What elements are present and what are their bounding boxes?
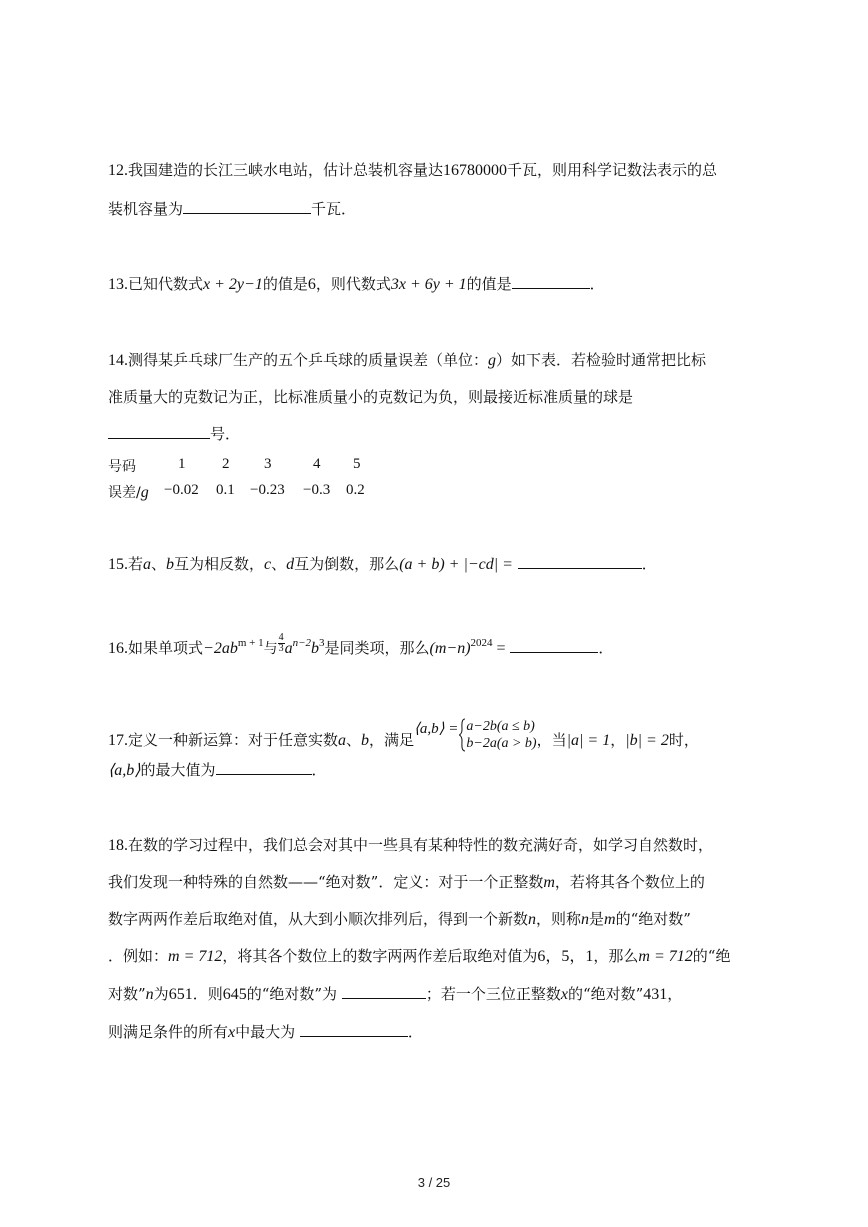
question-18-line-1 — [108, 835, 713, 856]
answer-blank[interactable] — [512, 274, 590, 289]
table-cell: 3 — [264, 456, 272, 472]
question-text: 则满足条件的所有 — [108, 1023, 229, 1041]
question-text: 的“绝 — [692, 947, 731, 965]
punctuation: ． — [589, 275, 605, 293]
equals-sign: = — [492, 640, 506, 657]
question-text: ，则称 — [536, 910, 582, 928]
question-number: 16. — [108, 640, 128, 657]
punctuation: ， — [610, 731, 626, 749]
question-number: 18. — [108, 837, 128, 854]
table-cell: 2 — [222, 456, 230, 472]
punctuation: ， — [667, 985, 683, 1003]
punctuation: ． — [641, 555, 657, 573]
math-values: 6，5，1 — [537, 948, 594, 965]
answer-blank[interactable] — [342, 984, 426, 999]
question-text: 的最大值为 — [140, 761, 216, 779]
answer-blank[interactable] — [510, 638, 598, 653]
question-18-line-2 — [108, 872, 705, 893]
question-14-line-3 — [108, 424, 240, 444]
question-text: 为 — [153, 985, 169, 1003]
table-cell: −0.23 — [250, 482, 285, 498]
math-variable: m — [543, 874, 555, 891]
question-13 — [108, 274, 605, 295]
math-expression: −2ab — [203, 640, 238, 657]
question-text: 的“绝对数” — [567, 985, 644, 1003]
question-text: 装机容量为 — [108, 200, 184, 218]
question-12-line-1 — [108, 160, 717, 181]
question-text: 的值是 — [466, 275, 512, 293]
question-text: ．例如： — [108, 947, 169, 965]
question-text: ）如下表．若检验时通常把比标 — [496, 351, 707, 369]
table-header-error — [108, 482, 149, 502]
answer-blank[interactable] — [300, 1022, 408, 1037]
punctuation: 、 — [271, 555, 287, 573]
question-text: 是同类项，那么 — [324, 639, 430, 657]
left-brace-icon — [458, 718, 466, 752]
question-text: 是 — [589, 910, 605, 928]
math-expression: (m−n) — [429, 640, 471, 657]
exponent: 3 — [319, 637, 325, 649]
question-number: 15. — [108, 556, 128, 573]
question-15 — [108, 554, 657, 575]
math-expression: x + 2y−1 — [203, 276, 263, 293]
question-text: 若 — [128, 555, 144, 573]
exponent: m + 1 — [237, 637, 264, 649]
math-variable: n — [581, 911, 590, 928]
math-value: 651 — [168, 986, 193, 1003]
math-variable: b — [166, 556, 175, 573]
math-expression: (a + b) + |−cd| = — [399, 556, 513, 573]
math-variable: a — [338, 732, 347, 749]
question-text: 我国建造的长江三峡水电站，估计总装机容量达 — [128, 161, 444, 179]
question-text: 的值是 — [262, 275, 308, 293]
math-variable: n — [528, 911, 537, 928]
question-14-line-1 — [108, 350, 706, 371]
question-text: 千瓦． — [311, 200, 357, 218]
question-text: 对数” — [108, 985, 146, 1003]
question-text: ，那么 — [593, 947, 639, 965]
question-text: ，则代数式 — [315, 275, 391, 293]
math-variable: a — [143, 556, 152, 573]
question-text: 测得某乒乓球厂生产的五个乒乓球的质量误差（单位： — [128, 351, 489, 369]
question-14-line-2 — [108, 387, 633, 407]
question-number: 17. — [108, 732, 128, 749]
page-number: 3 / 25 — [417, 1175, 451, 1190]
math-expression: m = 712 — [638, 948, 693, 965]
math-expression: |b| = 2 — [625, 732, 669, 749]
punctuation: ． — [598, 639, 614, 657]
fraction — [278, 633, 285, 654]
answer-blank[interactable] — [518, 554, 642, 569]
punctuation: 、 — [151, 555, 167, 573]
question-text: ；若一个三位正整数 — [425, 985, 561, 1003]
answer-blank[interactable] — [183, 199, 311, 214]
question-text: ．则 — [192, 985, 223, 1003]
punctuation: ． — [311, 761, 327, 779]
exponent: 2024 — [470, 637, 493, 649]
unit: g — [140, 484, 149, 501]
table-header-number: 号码 — [108, 459, 136, 475]
question-text: 数字两两作差后取绝对值，从大到小顺次排列后，得到一个新数 — [108, 910, 529, 928]
math-expression: |a| = 1 — [566, 732, 611, 749]
table-cell: 4 — [313, 456, 321, 472]
question-text: 我们发现一种特殊的自然数——“绝对数”．定义：对于一个正整数 — [108, 873, 544, 891]
math-expression: ⟨a,b⟩ = — [414, 721, 459, 737]
question-17-line-1 — [108, 719, 699, 754]
question-text: ，满足 — [369, 731, 415, 749]
question-text: 时， — [668, 731, 699, 749]
table-cell: 5 — [353, 456, 361, 472]
math-variable: m — [604, 911, 616, 928]
punctuation: ． — [407, 1023, 423, 1041]
question-number: 12. — [108, 162, 128, 179]
question-text: ，若将其各个数位上的 — [554, 873, 705, 891]
math-variable: x — [560, 986, 568, 1003]
denominator: 3 — [278, 642, 284, 654]
question-text: ，将其各个数位上的数字两两作差后取绝对值为 — [222, 947, 538, 965]
math-variable: d — [286, 556, 295, 573]
question-number: 13. — [108, 276, 128, 293]
math-expression: m = 712 — [168, 948, 223, 965]
error-table — [108, 456, 408, 506]
question-18-line-5 — [108, 984, 682, 1005]
piecewise-cases — [466, 718, 536, 752]
math-variable: a — [284, 640, 293, 657]
question-text: 互为倒数，那么 — [294, 555, 400, 573]
question-16 — [108, 631, 614, 660]
question-text: 的“绝对数” — [615, 910, 691, 928]
question-text: 号． — [210, 425, 241, 443]
question-text: 的“绝对数”为 — [246, 985, 338, 1003]
case-2: b−2a(a > b) — [466, 736, 537, 751]
math-variable: b — [311, 640, 320, 657]
question-text: 准质量大的克数记为正，比标准质量小的克数记为负，则最接近标准质量的球是 — [108, 388, 634, 406]
table-cell: 1 — [178, 456, 186, 472]
table-header-label: 误差/ — [108, 485, 141, 501]
case-1: a−2b(a ≤ b) — [466, 719, 535, 734]
question-text: 在数的学习过程中，我们总会对其中一些具有某种特性的数充满好奇，如学习自然数时， — [128, 836, 714, 854]
question-text: 已知代数式 — [128, 275, 204, 293]
question-12-line-2 — [108, 199, 356, 219]
question-18-line-6 — [108, 1022, 423, 1043]
exponent: n−2 — [292, 637, 312, 649]
question-number: 14. — [108, 352, 128, 369]
table-cell: 0.1 — [216, 482, 235, 498]
capacity-value: 16780000 — [443, 162, 508, 179]
question-text: 定义一种新运算：对于任意实数 — [128, 731, 339, 749]
punctuation: 、 — [346, 731, 362, 749]
math-variable: b — [361, 732, 370, 749]
table-cell: 0.2 — [346, 482, 365, 498]
question-text: 与 — [263, 641, 278, 657]
math-value: 431 — [643, 986, 668, 1003]
math-variable: n — [145, 986, 154, 1003]
question-text: ，当 — [536, 731, 567, 749]
unit: g — [488, 352, 497, 369]
question-18-line-4 — [108, 946, 730, 967]
answer-blank[interactable] — [108, 424, 210, 439]
question-text: 互为相反数， — [174, 555, 265, 573]
question-17-line-2 — [108, 760, 327, 781]
table-cell: −0.3 — [303, 482, 331, 498]
math-expression: 3x + 6y + 1 — [390, 276, 467, 293]
table-cell: −0.02 — [164, 482, 199, 498]
question-text: 中最大为 — [235, 1023, 296, 1041]
numerator: 4 — [278, 631, 284, 643]
math-expression: ⟨a,b⟩ — [108, 762, 141, 779]
math-value: 6 — [307, 276, 316, 293]
math-variable: x — [228, 1024, 236, 1041]
question-text: 如果单项式 — [128, 639, 204, 657]
question-18-line-3 — [108, 909, 691, 930]
question-text: 千瓦，则用科学记数法表示的总 — [507, 161, 718, 179]
math-value: 645 — [222, 986, 247, 1003]
math-variable: c — [264, 556, 272, 573]
answer-blank[interactable] — [216, 760, 312, 775]
